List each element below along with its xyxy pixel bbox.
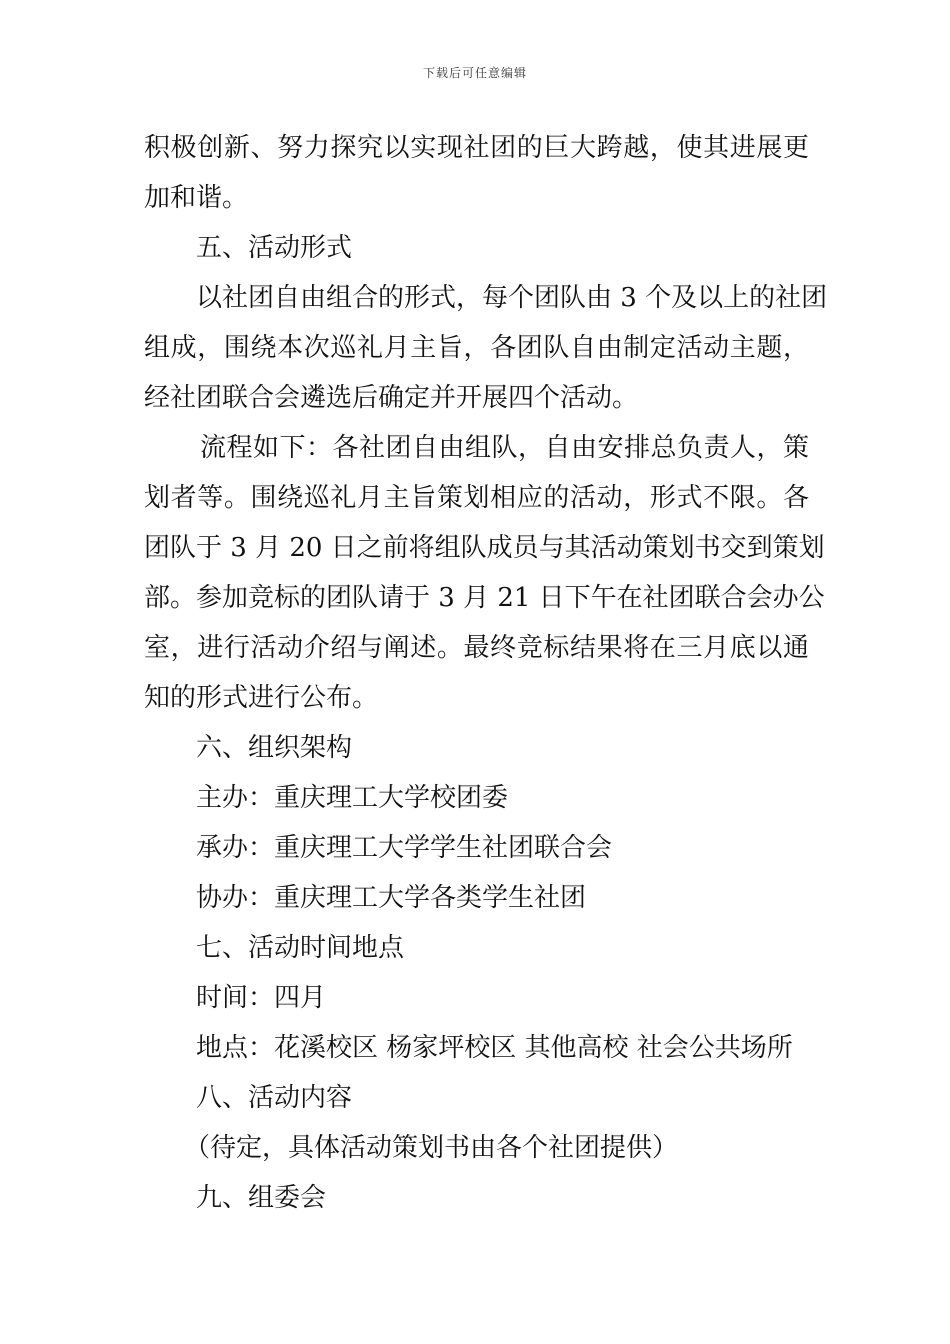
paragraph-line: 部。参加竞标的团队请于 3 月 21 日下午在社团联合会办公 xyxy=(144,583,825,613)
paragraph-line: 知的形式进行公布。 xyxy=(144,683,379,713)
section-heading-9: 九、组委会 xyxy=(196,1183,327,1213)
paragraph-line: 经社团联合会遴选后确定并开展四个活动。 xyxy=(144,383,639,413)
paragraph-line: 划者等。围绕巡礼月主旨策划相应的活动，形式不限。各 xyxy=(144,483,809,513)
time-line: 时间：四月 xyxy=(196,983,327,1013)
undertaker-line: 承办：重庆理工大学学生社团联合会 xyxy=(196,833,613,863)
content-note-line: （待定，具体活动策划书由各个社团提供） xyxy=(184,1133,679,1163)
section-heading-8: 八、活动内容 xyxy=(196,1083,353,1113)
co-organizer-line: 协办：重庆理工大学各类学生社团 xyxy=(196,883,587,913)
page-header: 下载后可任意编辑 xyxy=(422,66,527,80)
paragraph-line: 积极创新、努力探究以实现社团的巨大跨越，使其进展更 xyxy=(144,133,809,163)
paragraph-line: 以社团自由组合的形式，每个团队由 3 个及以上的社团 xyxy=(196,283,828,313)
paragraph-line: 加和谐。 xyxy=(144,183,249,213)
section-heading-7: 七、活动时间地点 xyxy=(196,933,405,963)
paragraph-line: 团队于 3 月 20 日之前将组队成员与其活动策划书交到策划 xyxy=(144,533,825,563)
section-heading-5: 五、活动形式 xyxy=(196,233,353,263)
document-body xyxy=(144,123,828,1223)
organizer-line: 主办：重庆理工大学校团委 xyxy=(196,783,509,813)
section-heading-6: 六、组织架构 xyxy=(196,733,353,763)
paragraph-line: 室，进行活动介绍与阐述。最终竞标结果将在三月底以通 xyxy=(144,633,809,663)
paragraph-line: 组成，围绕本次巡礼月主旨，各团队自由制定活动主题， xyxy=(144,333,809,363)
paragraph-line: 流程如下：各社团自由组队，自由安排总负责人，策 xyxy=(200,433,809,463)
location-line: 地点：花溪校区 杨家坪校区 其他高校 社会公共场所 xyxy=(196,1033,793,1063)
